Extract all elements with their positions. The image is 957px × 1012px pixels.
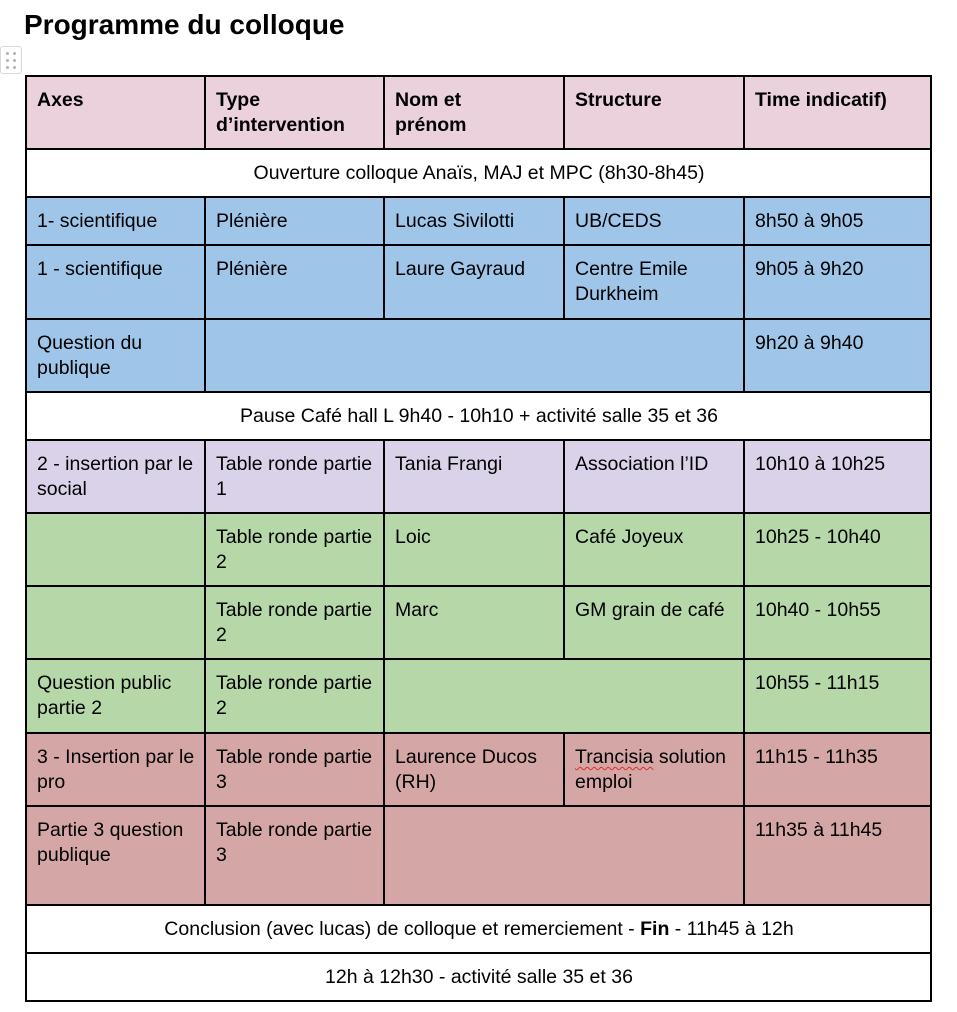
cell-nom[interactable]: Loic [384, 513, 564, 586]
question-row [26, 319, 931, 392]
conclusion-cell[interactable] [26, 905, 931, 953]
pause-cell[interactable]: Pause Café hall L 9h40 - 10h10 + activité salle 35 et 36 [26, 392, 931, 440]
header-type-line2: d’intervention [216, 114, 345, 136]
cell-structure[interactable]: Association l’ID [564, 440, 744, 513]
cell-time[interactable]: 10h40 - 10h55 [744, 586, 931, 659]
conclusion-fin: Fin [640, 918, 670, 940]
cell-structure[interactable]: GM grain de café [564, 586, 744, 659]
cell-nom[interactable]: Marc [384, 586, 564, 659]
cell-type[interactable]: Table ronde partie 1 [205, 440, 384, 513]
cell-type[interactable]: Plénière [205, 197, 384, 245]
cell-type[interactable]: Table ronde partie 2 [205, 586, 384, 659]
table-row [26, 586, 931, 659]
cell-structure[interactable]: Café Joyeux [564, 513, 744, 586]
header-nom-line2: prénom [395, 114, 467, 136]
cell-nom[interactable]: Laurence Ducos (RH) [384, 733, 564, 806]
cell-axes[interactable] [26, 586, 205, 659]
cell-type[interactable]: Table ronde partie 3 [205, 733, 384, 806]
cell-axes[interactable]: 3 - Insertion par le pro [26, 733, 205, 806]
cell-time[interactable]: 10h25 - 10h40 [744, 513, 931, 586]
cell-axes[interactable] [26, 513, 205, 586]
opening-row [26, 149, 931, 197]
cell-structure[interactable]: UB/CEDS [564, 197, 744, 245]
cell-time[interactable]: 9h05 à 9h20 [744, 245, 931, 319]
cell-axes[interactable]: Partie 3 question publique [26, 806, 205, 905]
cell-axes[interactable]: 1 - scientifique [26, 245, 205, 319]
table-header-row [26, 76, 931, 149]
program-table [25, 75, 932, 1002]
closing-cell[interactable]: 12h à 12h30 - activité salle 35 et 36 [26, 953, 931, 1001]
header-type-line1: Type [216, 89, 261, 111]
question-row [26, 806, 931, 905]
header-structure[interactable]: Structure [564, 76, 744, 149]
cell-structure[interactable] [564, 733, 744, 806]
conclusion-text-before: Conclusion (avec lucas) de colloque et remerciement - [164, 918, 641, 940]
cell-time[interactable]: 8h50 à 9h05 [744, 197, 931, 245]
cell-axes[interactable]: 2 - insertion par le social [26, 440, 205, 513]
structure-rest: solution emploi [575, 746, 727, 793]
closing-row [26, 953, 931, 1001]
cell-structure[interactable]: Centre Emile Durkheim [564, 245, 744, 319]
cell-time[interactable]: 10h55 - 11h15 [744, 659, 931, 733]
header-nom[interactable] [384, 76, 564, 149]
cell-axes[interactable]: 1- scientifique [26, 197, 205, 245]
page-title: Programme du colloque [24, 9, 345, 40]
cell-type[interactable]: Table ronde partie 2 [205, 659, 384, 733]
table-row [26, 440, 931, 513]
header-time[interactable]: Time indicatif) [744, 76, 931, 149]
cell-merged-empty[interactable] [205, 319, 744, 392]
cell-time[interactable]: 11h35 à 11h45 [744, 806, 931, 905]
cell-type[interactable]: Table ronde partie 2 [205, 513, 384, 586]
drag-handle-icon[interactable] [0, 46, 22, 74]
header-axes[interactable]: Axes [26, 76, 205, 149]
cell-merged-empty[interactable] [384, 659, 744, 733]
cell-axes[interactable]: Question public partie 2 [26, 659, 205, 733]
header-nom-line1: Nom et [395, 89, 462, 111]
cell-type[interactable]: Plénière [205, 245, 384, 319]
conclusion-row [26, 905, 931, 953]
misspelled-word[interactable]: Trancisia [575, 746, 654, 768]
table-row [26, 197, 931, 245]
cell-time[interactable]: 11h15 - 11h35 [744, 733, 931, 806]
cell-nom[interactable]: Laure Gayraud [384, 245, 564, 319]
cell-nom[interactable]: Tania Frangi [384, 440, 564, 513]
pause-row [26, 392, 931, 440]
header-type[interactable] [205, 76, 384, 149]
table-row [26, 733, 931, 806]
cell-time[interactable]: 9h20 à 9h40 [744, 319, 931, 392]
cell-merged-empty[interactable] [384, 806, 744, 905]
cell-nom[interactable]: Lucas Sivilotti [384, 197, 564, 245]
table-row [26, 245, 931, 319]
opening-cell[interactable]: Ouverture colloque Anaïs, MAJ et MPC (8h30-8h45) [26, 149, 931, 197]
cell-type[interactable]: Table ronde partie 3 [205, 806, 384, 905]
question-row [26, 659, 931, 733]
conclusion-text-after: - 11h45 à 12h [669, 918, 794, 940]
cell-time[interactable]: 10h10 à 10h25 [744, 440, 931, 513]
table-row [26, 513, 931, 586]
cell-axes[interactable]: Question du publique [26, 319, 205, 392]
